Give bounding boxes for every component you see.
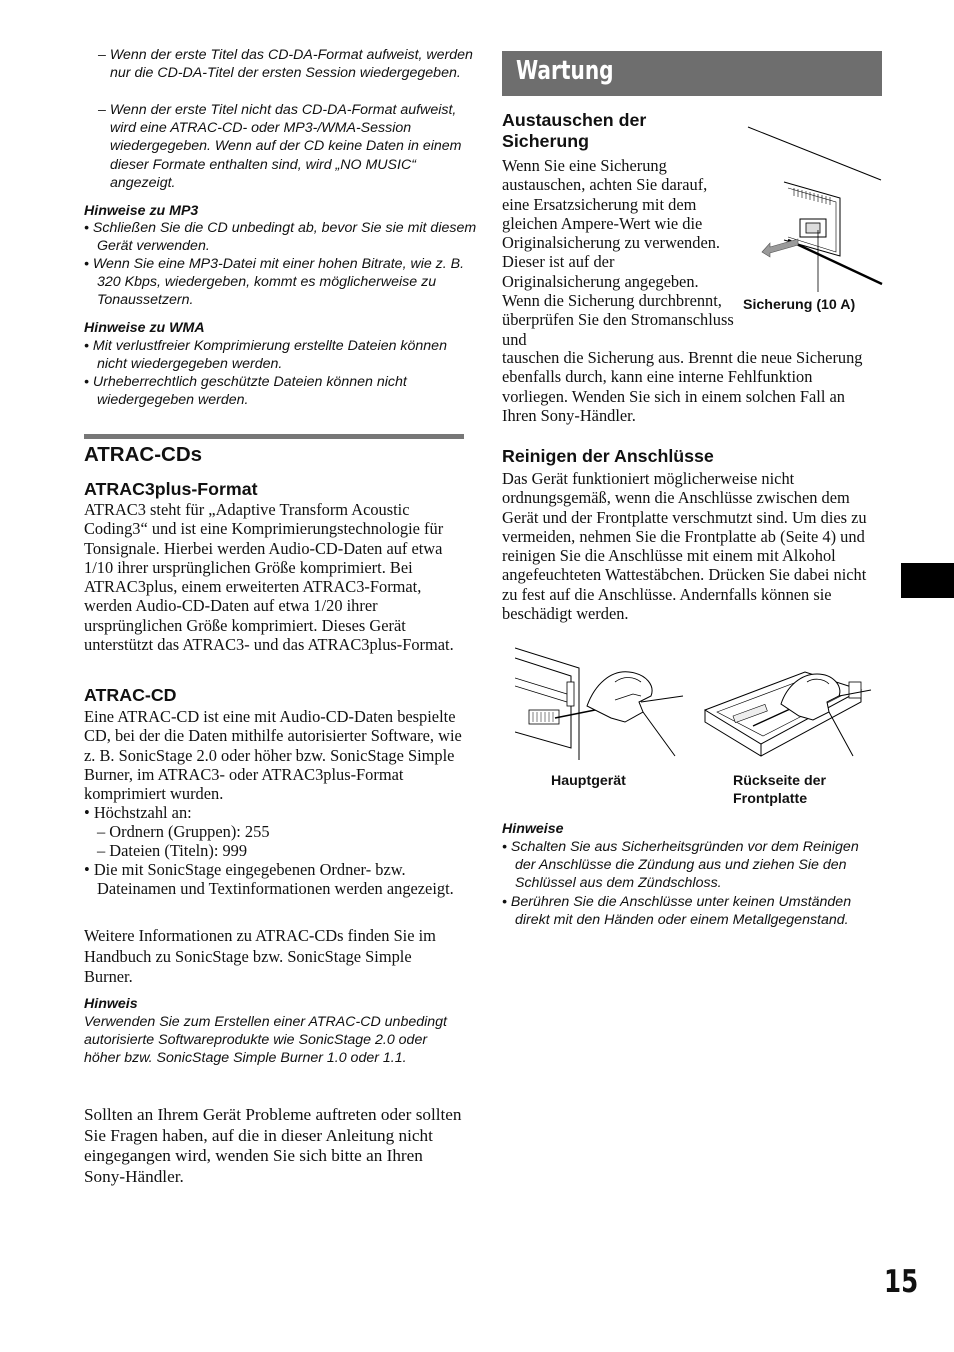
- clean-text: Das Gerät funktioniert möglicherweise nicht ordnungsgemäß, wenn die Anschlüsse zwischen dem Gerät und der Frontplatte verschmutzt sind. Um dies zu vermeiden, nehmen Sie die Frontplatte ab (Seite 4) und reinigen Sie die Anschlüsse mit einem mit Alkohol angefeuchteten Wattestäbchen. Drücken Sie dabei nicht zu fest auf die Anschlüsse. Andernfalls können sie beschädigt werden.: [502, 469, 867, 624]
- more-info-text: Weitere Informationen zu ATRAC-CDs finden Sie im Handbuch zu SonicStage bzw. SonicStage Simple Burner.: [84, 926, 436, 986]
- mp3-hints-title: Hinweise zu MP3: [84, 203, 199, 219]
- closing-text: Sollten an Ihrem Gerät Probleme auftreten oder sollten Sie Fragen haben, auf die in dieser Anleitung nicht eingegangen wird, wenden Sie sich bitte an Ihren Sony-Händler.: [84, 1105, 462, 1186]
- wma-hint-1: • Mit verlustfreier Komprimierung erstellte Dateien können nicht wiedergegeben werden.: [84, 338, 447, 373]
- cdda-note-1: – Wenn der erste Titel das CD-DA-Format aufweist, werden nur die CD-DA-Titel der ersten Session wiedergegeben.: [98, 47, 473, 82]
- wartung-banner: [502, 51, 882, 96]
- max-folders: – Ordnern (Gruppen): 255: [97, 822, 270, 841]
- atrac-hint-title: Hinweis: [84, 996, 138, 1012]
- cdda-note-2: – Wenn der erste Titel nicht das CD-DA-Format aufweist, wird eine ATRAC-CD- oder MP3-/WMA-Session wiedergegeben. Wenn auf der CD keine Daten in einem dieser Formate enthalten sind, wird „NO MUSIC“ angezeigt.: [98, 102, 462, 191]
- fuse-illustration: [740, 122, 885, 292]
- mp3-hint-2: • Wenn Sie eine MP3-Datei mit einer hohen Bitrate, wie z. B. 320 Kbps, wiedergeben, kommt es möglicherweise zu Tonaussetzern.: [84, 256, 465, 309]
- chapter-tab: [901, 563, 954, 598]
- max-files: – Dateien (Titeln): 999: [97, 841, 248, 860]
- atrac-cd-text: Eine ATRAC-CD ist eine mit Audio-CD-Daten bespielte CD, bei der die Daten mithilfe autorisierter Software, wie z. B. SonicStage 2.0 oder höher bzw. SonicStage Simple Burner, im ATRAC3- oder ATRAC3plus-Format komprimiert wurden.: [84, 707, 462, 804]
- label-main-unit: Hauptgerät: [551, 773, 626, 789]
- label-faceplate-back: Rückseite der Frontplatte: [733, 773, 827, 807]
- clean-hint-1: • Schalten Sie aus Sicherheitsgründen vor dem Reinigen der Anschlüsse die Zündung aus und ziehen Sie den Schlüssel aus dem Zündschloss.: [502, 839, 859, 892]
- fuse-label: Sicherung (10 A): [743, 297, 856, 313]
- mp3-hint-1: • Schließen Sie die CD unbedingt ab, bevor Sie sie mit diesem Gerät verwenden.: [84, 220, 477, 255]
- wma-hint-2: • Urheberrechtlich geschützte Dateien können nicht wiedergegeben werden.: [84, 374, 407, 409]
- wartung-title: Wartung: [516, 56, 614, 86]
- fuse-text-narrow: Wenn Sie eine Sicherung austauschen, achten Sie darauf, eine Ersatzsicherung mit dem gleichen Ampere-Wert wie die Originalsicherung zu verwenden. Dieser ist auf der Originalsicherung angegeben. Wenn die Sicherung durchbrennt, überprüfen Sie den Stromanschluss und: [502, 156, 734, 349]
- atrac-hint-text: Verwenden Sie zum Erstellen einer ATRAC-CD unbedingt autorisierte Softwareprodukte wie SonicStage 2.0 oder höher bzw. SonicStage Simple Burner 1.0 oder 1.1.: [84, 1014, 447, 1067]
- atrac-cds-title: ATRAC-CDs: [84, 443, 203, 466]
- clean-heading: Reinigen der Anschlüsse: [502, 446, 714, 466]
- names-item: • Die mit SonicStage eingegebenen Ordner- bzw. Dateinamen und Textinformationen werden angezeigt.: [84, 860, 454, 899]
- fuse-heading: Austauschen der Sicherung: [502, 110, 647, 151]
- max-count-item: • Höchstzahl an:: [84, 803, 192, 822]
- fuse-text-wide: tauschen die Sicherung aus. Brennt die neue Sicherung ebenfalls durch, kann eine interne Fehlfunktion vorliegen. Wenden Sie sich in einem solchen Fall an Ihren Sony-Händler.: [502, 348, 863, 425]
- atrac3plus-text: ATRAC3 steht für „Adaptive Transform Acoustic Coding3“ und ist eine Komprimierungstechnologie für Tonsignale. Hierbei werden Audio-CD-Daten auf etwa 1/10 ihrer ursprünglichen Größe komprimiert. Bei ATRAC3plus, einem erweiterten ATRAC3-Format, werden Audio-CD-Daten auf etwa 1/20 ihrer ursprünglichen Größe komprimiert. Dieses Gerät unterstützt das ATRAC3- und das ATRAC3plus-Format.: [84, 500, 454, 655]
- main-unit-illustration: [515, 636, 685, 764]
- clean-hint-2: • Berühren Sie die Anschlüsse unter keinen Umständen direkt mit den Händen oder einem Metallgegenstand.: [502, 894, 852, 929]
- faceplate-back-illustration: [703, 660, 873, 760]
- atrac3plus-heading: ATRAC3plus-Format: [84, 479, 258, 499]
- clean-hints-title: Hinweise: [502, 821, 564, 837]
- atrac-cd-heading: ATRAC-CD: [84, 685, 177, 705]
- wma-hints-title: Hinweise zu WMA: [84, 320, 205, 336]
- page-number: 15: [884, 1264, 919, 1300]
- section-rule: [84, 434, 464, 439]
